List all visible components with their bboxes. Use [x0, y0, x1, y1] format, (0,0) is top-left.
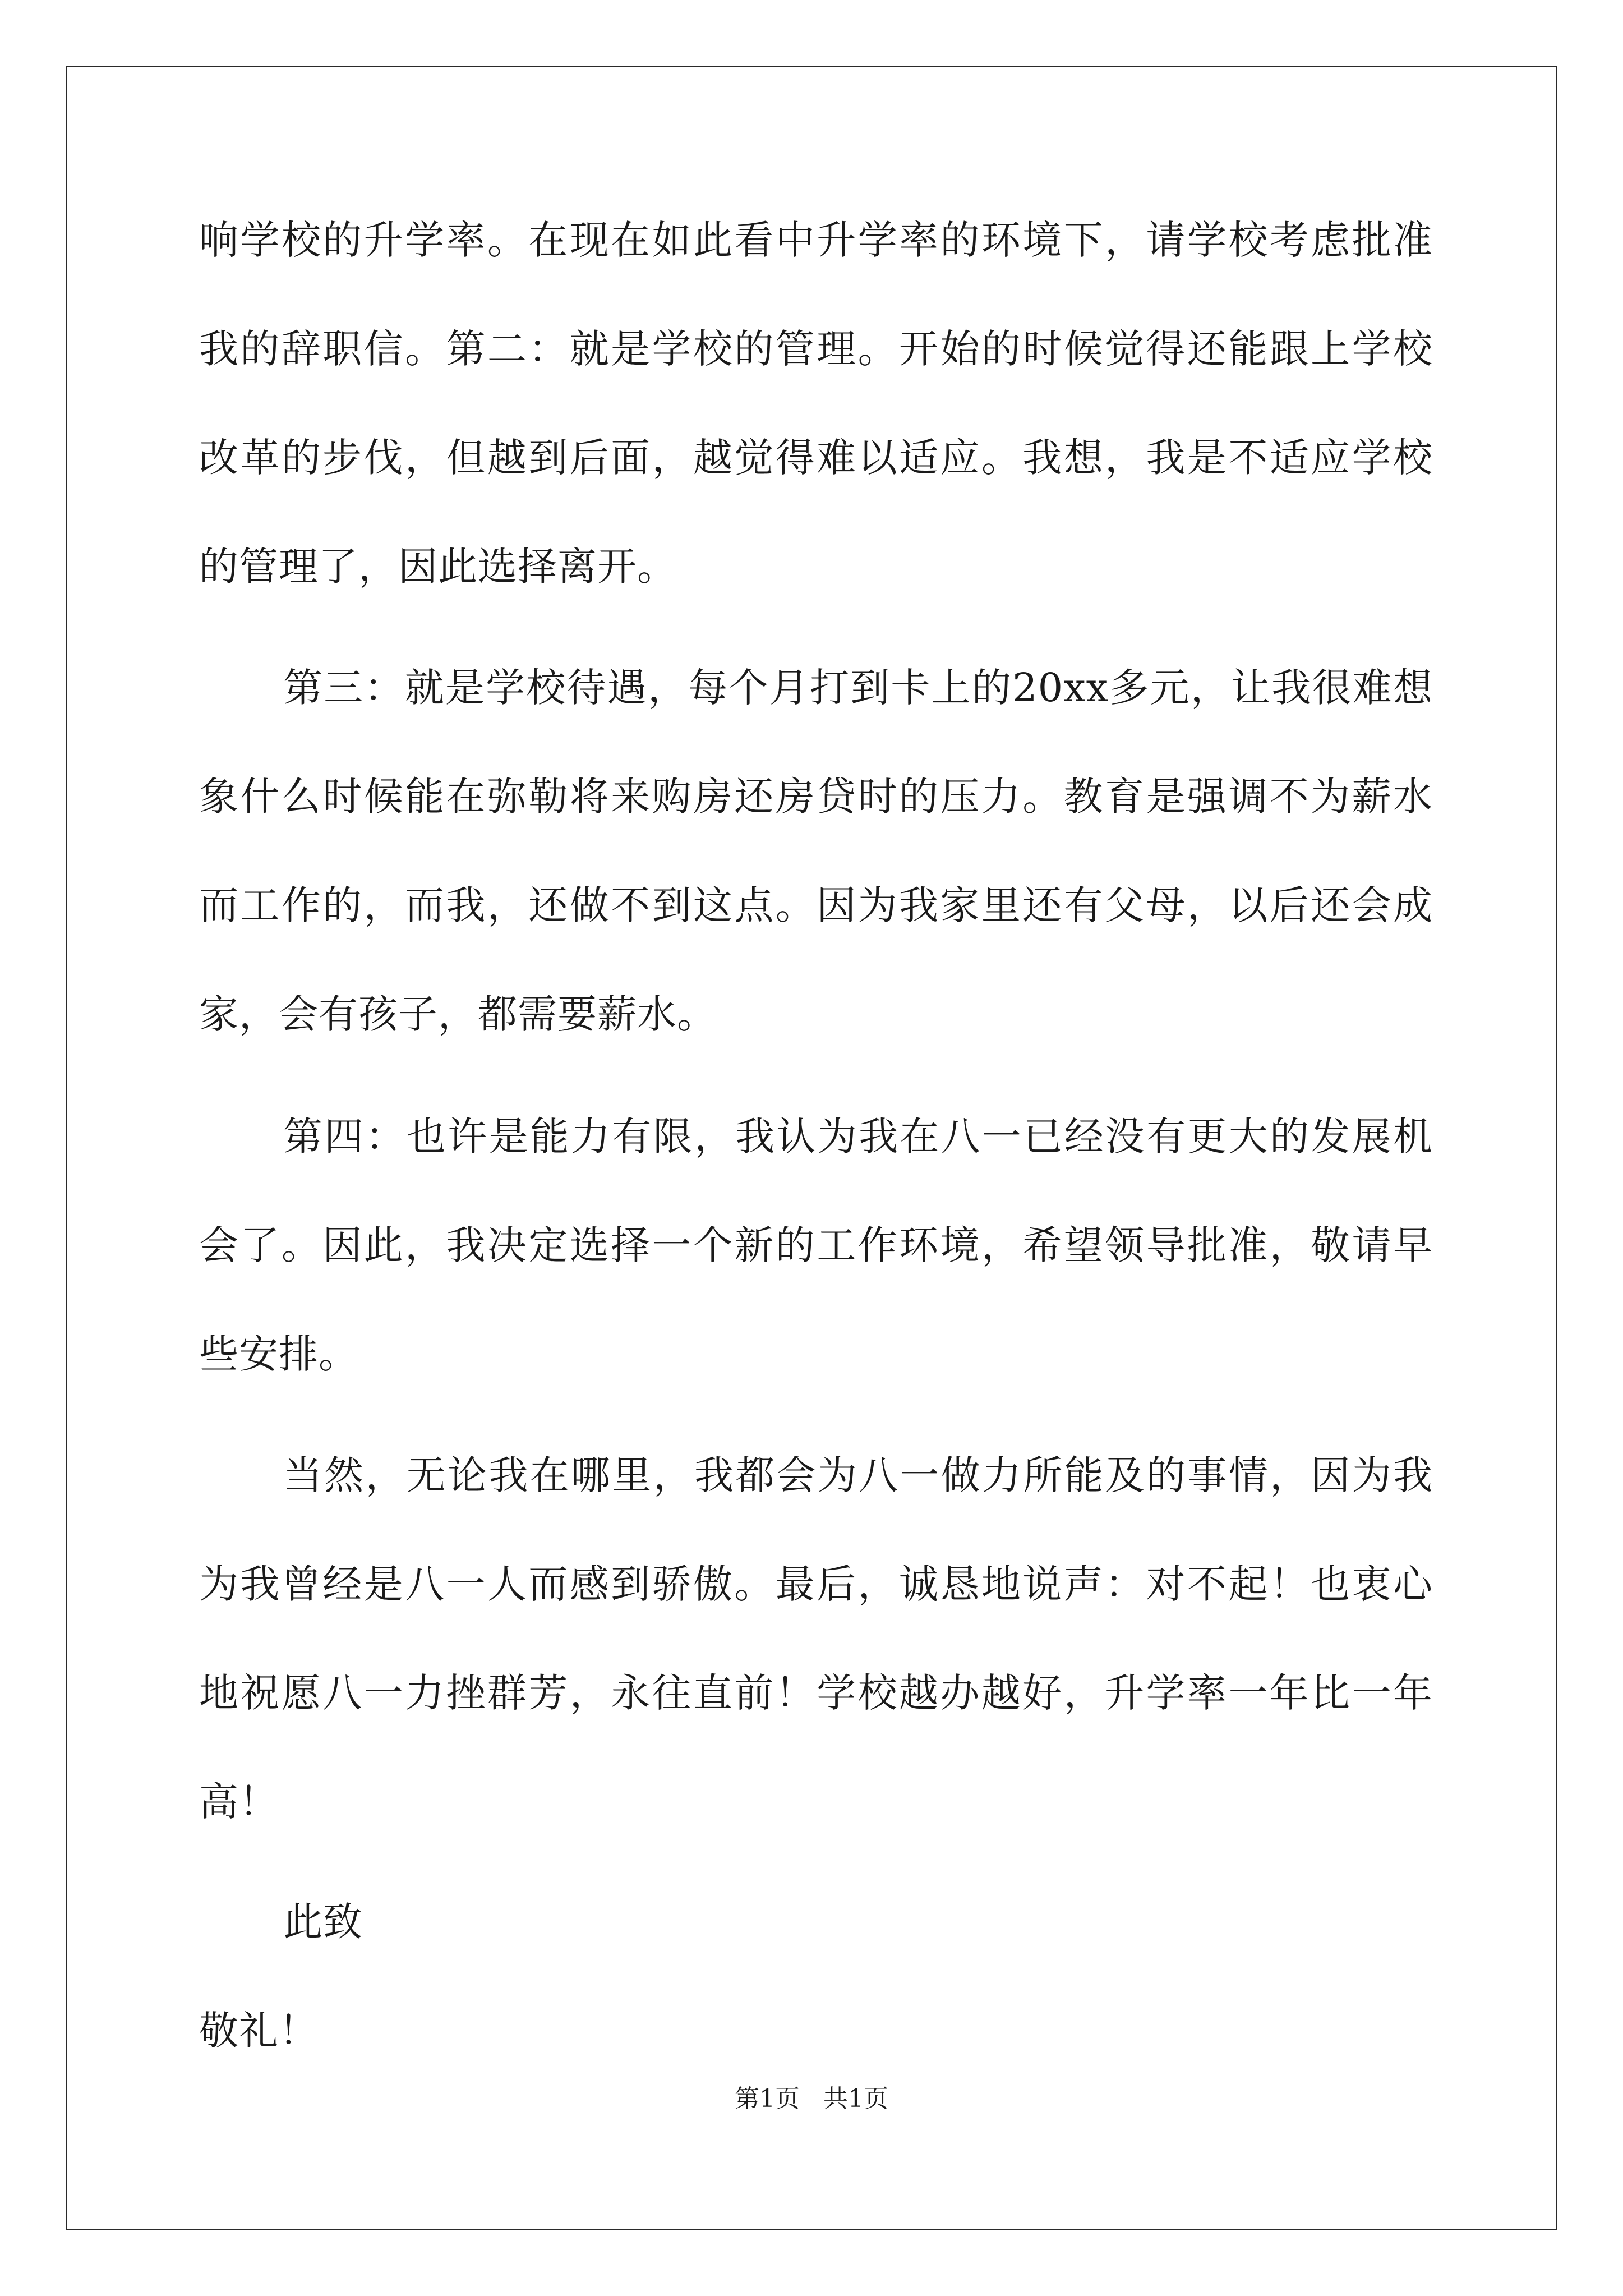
text-line: 家，会有孩子，都需要薪水。 [199, 991, 717, 1037]
text-line: 改革的步伐，但越到后面，越觉得难以适应。我想，我是不适应学校 [199, 435, 1433, 481]
text-line: 地祝愿八一力挫群芳，永往直前！学校越办越好，升学率一年比一年 [199, 1670, 1433, 1716]
text-line: 高！ [199, 1779, 279, 1825]
page-number: 第1页 共1页 [735, 2085, 888, 2113]
text-line: 象什么时候能在弥勒将来购房还房贷时的压力。教育是强调不为薪水 [199, 774, 1433, 820]
salutation: 敬礼！ [199, 2008, 319, 2054]
text-line: 为我曾经是八一人而感到骄傲。最后，诚恳地说声：对不起！也衷心 [199, 1561, 1433, 1607]
text-line: 的管理了，因此选择离开。 [199, 544, 677, 590]
text-line: 响学校的升学率。在现在如此看中升学率的环境下，请学校考虑批准 [199, 217, 1433, 263]
text-line: 会了。因此，我决定选择一个新的工作环境，希望领导批准，敬请早 [199, 1222, 1433, 1268]
closing-line: 此致 [283, 1899, 363, 1945]
text-line: 我的辞职信。第二：就是学校的管理。开始的时候觉得还能跟上学校 [199, 326, 1433, 372]
paragraph-first-line: 第三：就是学校待遇，每个月打到卡上的20xx多元，让我很难想 [283, 665, 1433, 711]
paragraph-first-line: 当然，无论我在哪里，我都会为八一做力所能及的事情，因为我 [283, 1452, 1433, 1498]
text-line: 而工作的，而我，还做不到这点。因为我家里还有父母，以后还会成 [199, 882, 1433, 928]
paragraph-first-line: 第四：也许是能力有限，我认为我在八一已经没有更大的发展机 [283, 1114, 1433, 1159]
text-line: 些安排。 [199, 1331, 358, 1377]
